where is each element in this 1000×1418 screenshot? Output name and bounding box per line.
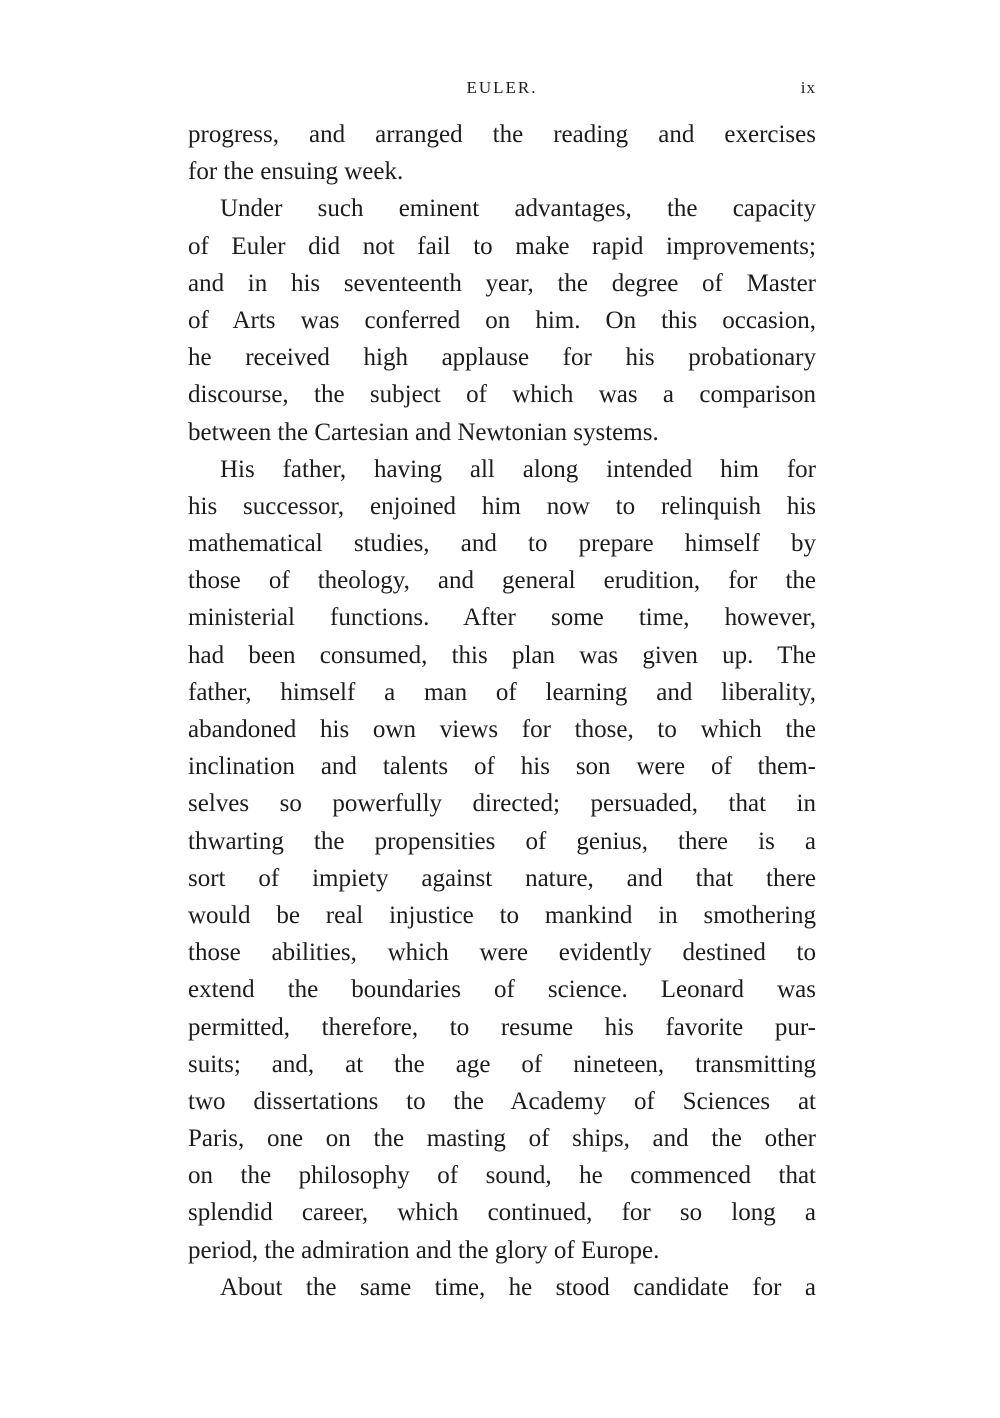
text-line: selves so powerfully directed; persuaded, that in	[188, 790, 816, 818]
text-line: thwarting the propensities of genius, there is a	[188, 827, 816, 855]
body-text	[188, 116, 816, 1306]
text-line: of Arts was conferred on him. On this occasion,	[188, 306, 816, 334]
text-line: splendid career, which continued, for so long a	[188, 1199, 816, 1227]
paragraph-first-line: His father, having all along intended him for	[220, 455, 816, 483]
paragraph-first-line: Under such eminent advantages, the capacity	[220, 195, 816, 223]
text-line: abandoned his own views for those, to which the	[188, 716, 816, 743]
text-line: period, the admiration and the glory of Europe.	[188, 1236, 660, 1264]
running-head	[188, 78, 816, 102]
text-line: and in his seventeenth year, the degree of Master	[188, 269, 816, 297]
text-line: discourse, the subject of which was a comparison	[188, 381, 816, 409]
text-line: had been consumed, this plan was given up. The	[188, 641, 816, 669]
text-line: suits; and, at the age of nineteen, transmitting	[188, 1050, 816, 1078]
text-line: would be real injustice to mankind in smothering	[188, 901, 816, 929]
text-line: father, himself a man of learning and liberality,	[188, 678, 816, 706]
text-line: inclination and talents of his son were of them-	[188, 753, 816, 781]
text-line: sort of impiety against nature, and that there	[188, 864, 816, 892]
text-line: he received high applause for his probationary	[188, 344, 816, 372]
paragraph-first-line: About the same time, he stood candidate for a	[220, 1273, 816, 1301]
text-line: for the ensuing week.	[188, 158, 404, 186]
text-line: those abilities, which were evidently destined to	[188, 939, 816, 967]
text-line: on the philosophy of sound, he commenced that	[188, 1162, 816, 1190]
text-line: his successor, enjoined him now to relinquish his	[188, 492, 816, 520]
text-line: those of theology, and general erudition, for the	[188, 567, 816, 595]
text-line: mathematical studies, and to prepare himself by	[188, 530, 816, 558]
text-line: of Euler did not fail to make rapid improvements;	[188, 232, 816, 260]
text-line: Paris, one on the masting of ships, and the other	[188, 1125, 816, 1153]
text-line: between the Cartesian and Newtonian systems.	[188, 418, 659, 446]
text-line: permitted, therefore, to resume his favorite pur-	[188, 1013, 816, 1041]
text-line: ministerial functions. After some time, however,	[188, 604, 816, 632]
text-line: extend the boundaries of science. Leonard was	[188, 976, 816, 1004]
running-title: EULER.	[466, 78, 538, 97]
text-line: two dissertations to the Academy of Sciences at	[188, 1087, 816, 1115]
text-line: progress, and arranged the reading and exercises	[188, 121, 816, 148]
page-number: ix	[800, 78, 816, 97]
